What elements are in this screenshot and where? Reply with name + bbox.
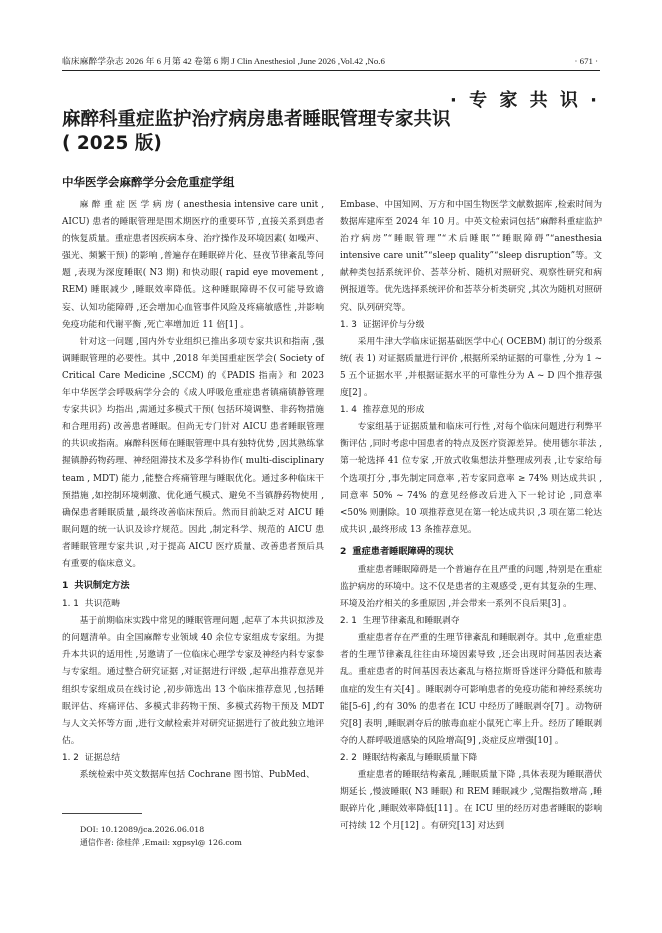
subsection-heading	[340, 317, 602, 334]
heading-text: 证据总结	[84, 752, 120, 763]
running-header	[62, 54, 600, 71]
heading-text: 生理节律紊乱和睡眠剥夺	[362, 616, 460, 627]
body-paragraph: 系统检索中英文数据库包括 Cochrane 图书馆、PubMed、	[79, 770, 315, 780]
heading-text: 重症患者睡眠障碍的现状	[352, 545, 454, 557]
page-number: · 671 ·	[574, 56, 598, 66]
heading-text: 推荐意见的形成	[362, 405, 425, 416]
section-label: · 专 家 共 识 ·	[449, 90, 600, 111]
body-paragraph: 针对这一问题 ,国内外专业组织已推出多项专家共识和指南 ,强调睡眠管理的必要性。其中 ,2018 年美国重症医学会( Society of Critical Care Medicine ,SCCM) 的《PADIS 指南》和 2023 年中华医学会呼吸病学分会的《成人呼吸危重症患者镇痛镇静管理专家共识》均指出 ,需通过多模式干预( 包括环境调整、非药物措施和合理用药) 改善患者睡眠。但尚无专门针对 AICU 患者睡眠管理的共识或指南。麻醉科医师在睡眠管理中具有独特优势 ,因其熟练掌握镇静药物药理、神经阻滞技术及多学科协作( multi-disciplinary team , MDT) 能力 ,能整合疼痛管理与睡眠优化。通过多种临床干预措施 ,如控制环境刺激、优化通气模式、避免不当镇静药物使用 ,确保患者睡眠质量 ,最终改善临床预后。然而目前缺乏对 AICU 睡眠问题的统一认识及诊疗规范。因此 ,制定科学、规范的 AICU 患者睡眠管理专家共识 ,对于提高 AICU 医疗质量、改善患者预后具有重要的临床意义。	[62, 336, 324, 569]
heading-number: 1. 1	[62, 599, 79, 610]
subsection-heading	[340, 750, 602, 767]
body-paragraph: 基于前期临床实践中常见的睡眠管理问题 ,起草了本共识拟涉及的问题清单。由全国麻醉专业领域 40 余位专家组成专家组。为提升本共识的适用性 ,另邀请了一位临床心理学专家及神经内科专家参与专家组。通过整合研究证据 ,对证据进行评级 ,起草出推荐意见并组织专家组成员在线讨论 ,初步筛选出 13 个临床推荐意见 ,包括睡眠评估、疼痛评估、多模式非药物干预、多模式药物干预及 MDT 与人文关怀等方面 ,进行文献检索并对研究证据进行了彼此独立地评估。	[62, 616, 324, 746]
journal-citation: 临床麻醉学杂志 2026 年 6 月第 42 卷第 6 期 J Clin Anesthesiol ,June 2026 ,Vol.42 ,No.6	[62, 56, 385, 66]
heading-text: 睡眠结构紊乱与睡眠质量下降	[362, 752, 478, 763]
right-column	[340, 197, 602, 835]
author-group: 中华医学会麻醉学分会危重症学组	[62, 175, 235, 189]
heading-text: 证据评价与分级	[362, 319, 425, 330]
body-paragraph: 专家组基于证据质量和临床可行性 ,对每个临床问题进行利弊平衡评估 ,同时考虑中国患者的特点及医疗资源差异。使用德尔菲法 ,第一轮选择 41 位专家 ,开放式收集想法并整理成列表 ,让专家给每个选项打分 ,事先制定同意率 ,若专家同意率 ≥ 74% 则达成共识 ,同意率 50% ~ 74% 的意见经修改后进入下一轮讨论 ,同意率<50% 则删除。10 项推荐意见在第一轮达成共识 ,3 项在第二轮达成共识 ,最终形成 13 条推荐意见。	[340, 422, 602, 535]
body-paragraph: 重症患者睡眠障碍是一个普遍存在且严重的问题 ,特别是在重症监护病房的环境中。这不仅是患者的主观感受 ,更有其复杂的生理、环境及治疗相关的多重原因 ,并会带来一系列不良后果[3] 。	[340, 564, 602, 610]
article-title-line-2: ( 2025 版)	[62, 133, 162, 154]
left-column	[62, 197, 324, 784]
section-heading	[340, 543, 602, 560]
heading-number: 1. 2	[62, 752, 79, 763]
heading-number: 2	[340, 545, 347, 557]
body-paragraph: 重症患者的睡眠结构紊乱 ,睡眠质量下降 ,具体表现为睡眠潜伏期延长 ,慢波睡眠( N3 睡眠) 和 REM 睡眠减少 ,觉醒指数增高 ,睡眠碎片化 ,睡眠效率降低[11] 。在 ICU 里的经历对患者睡眠的影响可持续 12 个月[12] 。有研究[13] 对达到	[340, 770, 602, 832]
subsection-heading	[340, 402, 602, 419]
subsection-heading	[62, 596, 324, 613]
body-paragraph: 采用牛津大学临床证据基础医学中心( OCEBM) 制订的分级系统( 表 1) 对证据质量进行评价 ,根据所采纳证据的可靠性 ,分为 1 ~ 5 五个证据水平 ,并根据证据水平的可靠性分为 A ~ D 四个推荐强度[2] 。	[340, 336, 602, 399]
article-title	[62, 108, 542, 156]
heading-number: 1. 4	[340, 405, 357, 416]
body-paragraph: 麻 醉 重 症 医 学 病 房 ( anesthesia intensive care unit , AICU) 患者的睡眠管理是围术期医疗的重要环节 ,直接关系到患者的恢复质量。重症患者因疾病本身、治疗操作及环境因素( 如噪声、强光、频繁干预) 的影响 ,普遍存在睡眠碎片化、昼夜节律紊乱等问题 ,表现为深度睡眠( N3 期) 和快动眼( rapid eye movement , REM) 睡眠减少 ,睡眠效率降低。这种睡眠障碍不仅可能导致谵妄、认知功能障碍 ,还会增加心血管事件风险及疼痛敏感性 ,并影响免疫功能和代谢平衡 ,死亡率增加近 11 倍[1] 。	[62, 200, 324, 330]
heading-text: 共识范畴	[84, 599, 120, 610]
heading-number: 1	[62, 580, 69, 592]
section-heading	[62, 577, 324, 594]
heading-number: 2. 2	[340, 752, 357, 763]
doi: DOI: 10.12089/jca.2026.06.018	[80, 825, 205, 834]
heading-text: 共识制定方法	[74, 580, 130, 592]
subsection-heading	[340, 613, 602, 630]
footnotes	[80, 823, 330, 849]
footnote-divider	[62, 813, 142, 814]
body-paragraph: 重症患者存在严重的生理节律紊乱和睡眠剥夺。其中 ,危重症患者的生理节律紊乱往往由环境因素导致 ,还会出现时间基因表达紊乱。重症患者的时间基因表达紊乱与格拉斯哥昏迷评分降低和脓毒血症的发生有关[4] 。睡眠剥夺可影响患者的免疫功能和神经系统功能[5-6] ,约有 30% 的患者在 ICU 中经历了睡眠剥夺[7] 。动物研究[8] 表明 ,睡眠剥夺后的脓毒血症小鼠死亡率上升。经历了睡眠剥夺的人群呼吸道感染的风险增高[9] ,炎症反应增强[10] 。	[340, 633, 602, 746]
heading-number: 2. 1	[340, 616, 357, 627]
body-paragraph: Embase、中国知网、万方和中国生物医学文献数据库 ,检索时间为数据库建库至 2024 年 10 月。中英文检索词包括“麻醉科重症监护治疗病房”“睡眠管理”“术后睡眠”“睡眠障碍”“anesthesia intensive care unit”“sleep quality”“sleep disruption”等。文献种类包括系统评价、荟萃分析、随机对照研究、观察性研究和病例报道等。优先选择系统评价和荟萃分析类研究 ,其次为随机对照研究、队列研究等。	[340, 200, 602, 313]
subsection-heading	[62, 750, 324, 767]
correspondence-author: 通信作者: 徐桂萍 ,Email: xgpsyl@ 126.com	[80, 838, 242, 847]
heading-number: 1. 3	[340, 319, 357, 330]
article-title-line-1: 麻醉科重症监护治疗病房患者睡眠管理专家共识	[62, 109, 451, 130]
